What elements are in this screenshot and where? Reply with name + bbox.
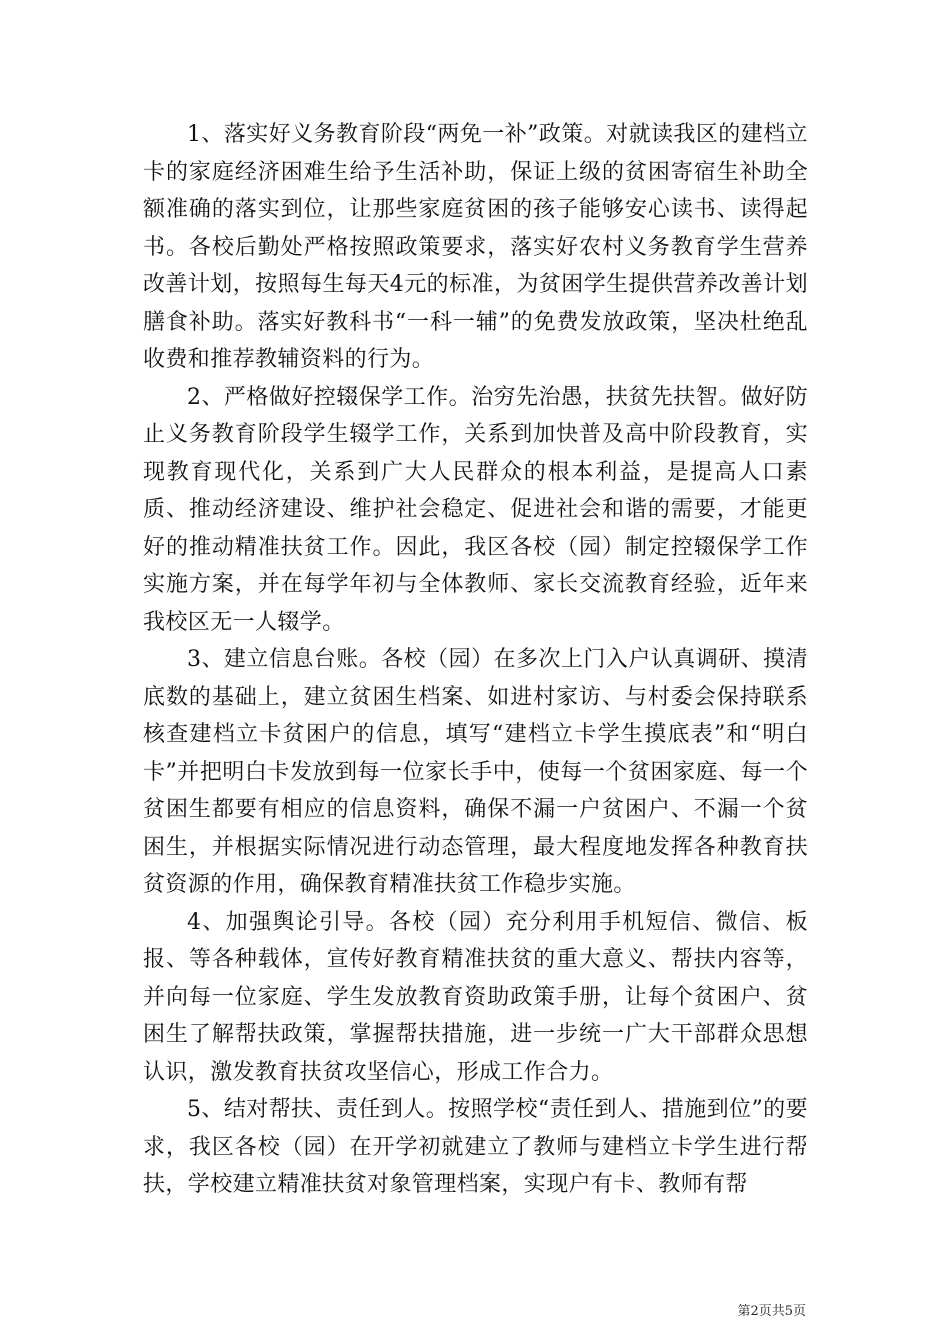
paragraph-5: 5、结对帮扶、责任到人。按照学校“责任到人、措施到位”的要求，我区各校（园）在开学初就建立了教师与建档立卡学生进行帮扶，学校建立精准扶贫对象管理档案，实现户有卡、教师有帮: [143, 1097, 808, 1197]
paragraph-4: 4、加强舆论引导。各校（园）充分利用手机短信、微信、板报、等各种载体，宣传好教育精准扶贫的重大意义、帮扶内容等，并向每一位家庭、学生发放教育资助政策手册，让每个贫困户、贫困生了解帮扶政策，掌握帮扶措施，进一步统一广大干部群众思想认识，激发教育扶贫攻坚信心，形成工作合力。: [143, 909, 808, 1085]
paragraph-3: 3、建立信息台账。各校（园）在多次上门入户认真调研、摸清底数的基础上，建立贫困生档案、如进村家访、与村委会保持联系核查建档立卡贫困户的信息，填写“建档立卡学生摸底表”和“明白卡”并把明白卡发放到每一位家长手中，使每一个贫困家庭、每一个贫困生都要有相应的信息资料，确保不漏一户贫困户、不漏一个贫困生，并根据实际情况进行动态管理，最大程度地发挥各种教育扶贫资源的作用，确保教育精准扶贫工作稳步实施。: [143, 647, 808, 897]
page-number-footer: 第2页共5页: [737, 1304, 806, 1319]
paragraph-2: 2、严格做好控辍保学工作。治穷先治愚，扶贫先扶智。做好防止义务教育阶段学生辍学工作，关系到加快普及高中阶段教育，实现教育现代化，关系到广大人民群众的根本利益，是提高人口素质、推动经济建设、维护社会稳定、促进社会和谐的需要，才能更好的推动精准扶贫工作。因此，我区各校（园）制定控辍保学工作实施方案，并在每学年初与全体教师、家长交流教育经验，近年来我校区无一人辍学。: [143, 384, 808, 635]
document-body: [143, 116, 808, 1204]
paragraph-1: 1、落实好义务教育阶段“两免一补”政策。对就读我区的建档立卡的家庭经济困难生给予生活补助，保证上级的贫困寄宿生补助全额准确的落实到位，让那些家庭贫困的孩子能够安心读书、读得起书。各校后勤处严格按照政策要求，落实好农村义务教育学生营养改善计划，按照每生每天4元的标准，为贫困学生提供营养改善计划膳食补助。落实好教科书“一科一辅”的免费发放政策，坚决杜绝乱收费和推荐教辅资料的行为。: [143, 122, 808, 372]
